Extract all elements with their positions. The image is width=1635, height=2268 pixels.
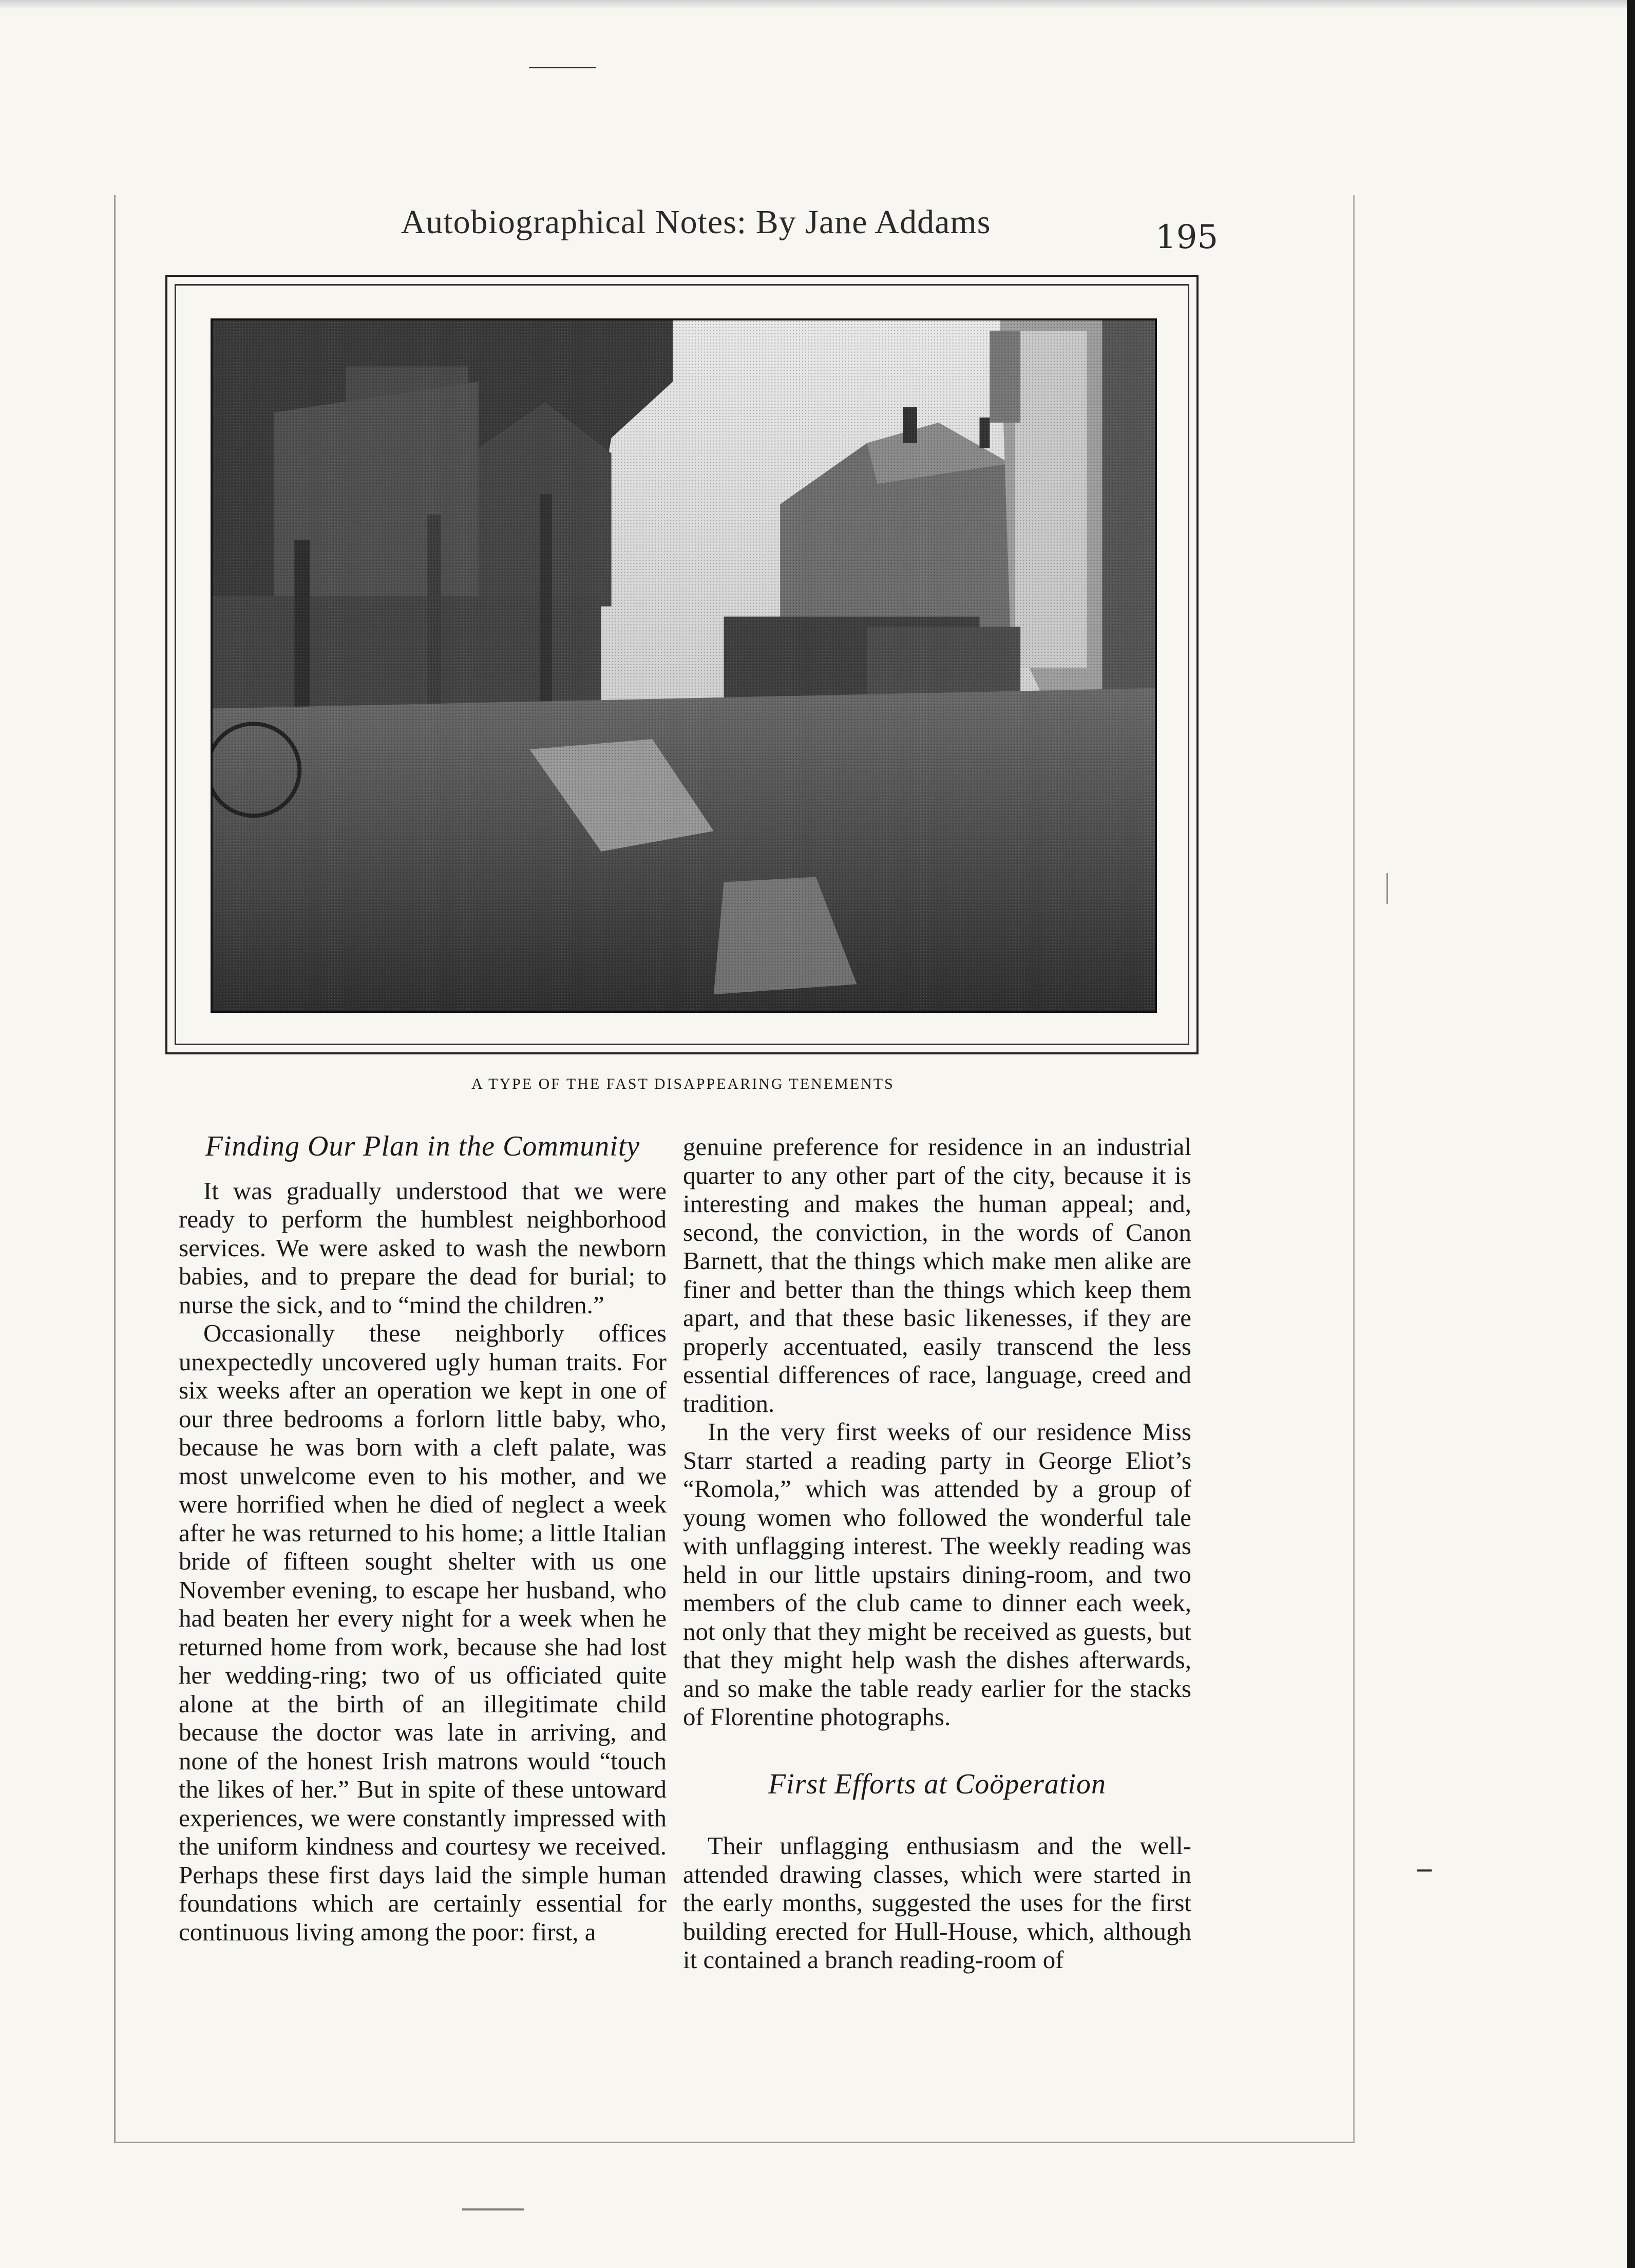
photo-illustration <box>213 320 1155 1011</box>
scan-mark <box>1386 873 1388 904</box>
tenement-photograph <box>211 318 1157 1013</box>
section-heading-right: First Efforts at Coöperation <box>768 1768 1107 1800</box>
scan-mark <box>462 2208 524 2210</box>
figure-caption: A TYPE OF THE FAST DISAPPEARING TENEMENTS <box>471 1075 895 1092</box>
paragraph: In the very first weeks of our residence Miss Starr started a reading party in George Eliot’s “Romola,” which was attended by a group of young women who followed the wonderful tale with unflagging interest. The weekly reading was held in our little upstairs dining-room, and two members of the club came to dinner each week, not only that they might be received as guests, but that they might help wash the dishes afterwards, and so make the table ready earlier for the stacks of Florentine photographs. <box>683 1418 1191 1731</box>
paragraph: Their unflagging enthusiasm and the well-attended drawing classes, which were started in the early months, suggested the uses for the first building erected for Hull-House, which, although it contained a branch reading-room of <box>683 1831 1191 1974</box>
scan-top-edge <box>0 0 1635 9</box>
left-column <box>179 1132 667 1946</box>
paragraph: Occasionally these neighborly offices unexpectedly uncovered ugly human traits. For six weeks after an operation we kept in one of our three bedrooms a forlorn little baby, who, because he was born with a cleft palate, was most unwelcome even to his mother, and we were horrified when he died of neglect a week after he was returned to his home; a little Italian bride of fifteen sought shelter with us one November evening, to escape her husband, who had beaten her every night for a week when he returned home from work, because she had lost her wedding-ring; two of us officiated quite alone at the birth of an illegitimate child because the doctor was late in arriving, and none of the honest Irish matrons would “touch the likes of her.” But in spite of these untoward experiences, we were constantly impressed with the uniform kindness and courtesy we received. Perhaps these first days laid the simple human foundations which are certainly essential for continuous living among the poor: first, a <box>179 1319 667 1946</box>
section-heading-left: Finding Our Plan in the Community <box>205 1130 640 1162</box>
scan-mark <box>529 67 596 68</box>
paragraph-continuation: genuine preference for residence in an industrial quarter to any other part of the city, because it is interesting and makes the human appeal; and, second, the conviction, in the words of Canon Barnett, that the things which make men alike are finer and better than the things which keep them apart, and that these basic likenesses, if they are properly accentuated, easily transcend the less essential differences of race, language, creed and tradition. <box>683 1132 1191 1418</box>
scan-right-edge <box>1627 0 1635 2268</box>
paragraph: It was gradually understood that we were ready to perform the humblest neighborhood services. We were asked to wash the newborn babies, and to prepare the dead for burial; to nurse the sick, and to “mind the children.” <box>179 1176 667 1319</box>
running-title: Autobiographical Notes: By Jane Addams <box>401 203 991 241</box>
page-number: 195 <box>1155 218 1219 256</box>
right-column <box>683 1132 1191 1974</box>
scan-mark <box>1417 1869 1432 1872</box>
